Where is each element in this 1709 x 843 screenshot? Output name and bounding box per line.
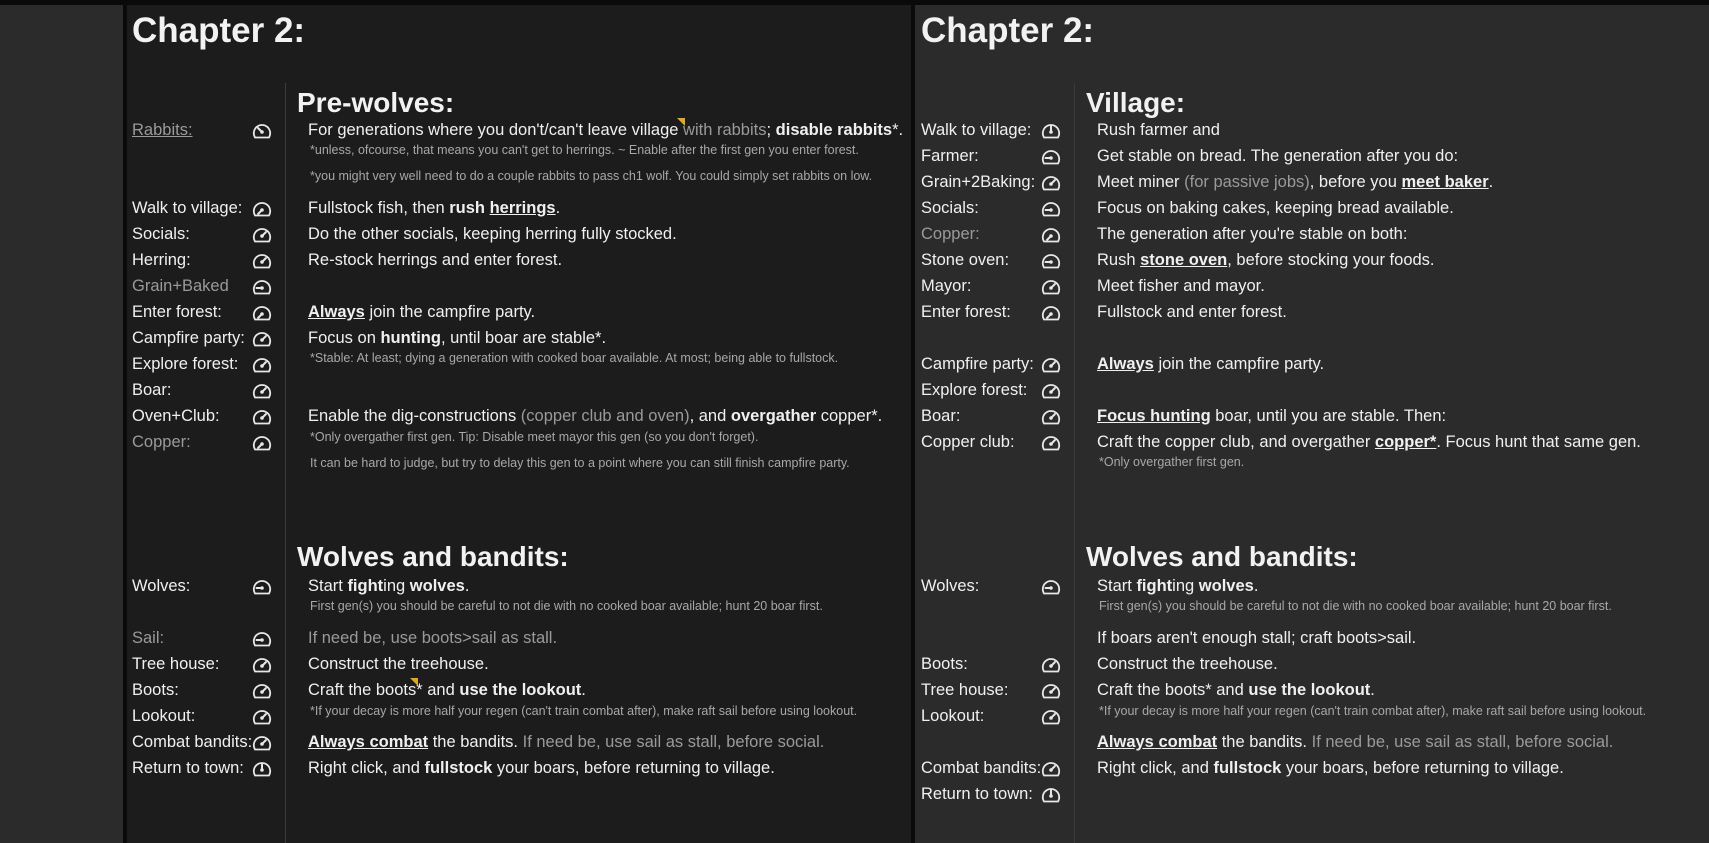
step-label: Enter forest: xyxy=(132,303,222,321)
speed-gauge-icon xyxy=(252,760,272,778)
instruction-segment: . xyxy=(555,199,561,217)
step-label: Lookout: xyxy=(921,707,985,725)
instruction-segment: join the campfire party. xyxy=(1153,355,1325,373)
instruction-segment: Craft the boots* and xyxy=(1097,681,1249,699)
instruction-segment: , before stocking your foods. xyxy=(1227,251,1435,269)
step-instruction xyxy=(308,407,882,426)
speed-gauge-icon xyxy=(1041,304,1061,322)
instruction-segment: , and xyxy=(689,407,731,425)
speed-gauge-icon xyxy=(252,708,272,726)
step-label: Socials: xyxy=(132,225,190,243)
instruction-segment: Focus on xyxy=(308,329,381,347)
speed-gauge-icon xyxy=(252,434,272,452)
speed-gauge-icon xyxy=(252,278,272,296)
footnote: *Only overgather first gen. Tip: Disable meet mayor this gen (so you don't forget). xyxy=(310,430,759,444)
column-divider xyxy=(285,83,286,843)
instruction-segment: For generations where you don't/can't leave village xyxy=(308,121,684,139)
instruction-segment: ing xyxy=(383,577,410,595)
instruction-segment: fullstock xyxy=(1213,759,1282,777)
instruction-segment: fullstock xyxy=(424,759,493,777)
instruction-segment: fight xyxy=(1136,577,1173,595)
instruction-segment: Always combat xyxy=(308,733,429,751)
section-heading: Village: xyxy=(1086,87,1186,118)
step-label: Boots: xyxy=(132,681,179,699)
step-instruction xyxy=(1097,199,1454,218)
instruction-segment: Re-stock herrings and enter forest. xyxy=(308,251,563,269)
instruction-segment: fight xyxy=(347,577,384,595)
instruction-segment: * xyxy=(416,681,423,699)
step-label: Enter forest: xyxy=(921,303,1011,321)
instruction-segment: Right click, and xyxy=(308,759,425,777)
speed-gauge-icon xyxy=(1041,656,1061,674)
speed-gauge-icon xyxy=(1041,252,1061,270)
instruction-segment: Focus hunting xyxy=(1097,407,1211,425)
step-instruction xyxy=(308,759,775,778)
step-label: Boar: xyxy=(921,407,961,425)
instruction-segment: Focus on baking cakes, keeping bread available. xyxy=(1097,199,1454,217)
step-instruction xyxy=(1097,407,1446,426)
step-instruction xyxy=(1097,629,1416,648)
instruction-segment: overgather xyxy=(730,407,817,425)
footnote: *Only overgather first gen. xyxy=(1099,455,1245,469)
footnote: It can be hard to judge, but try to delay this gen to a point where you can still finish campfire party. xyxy=(310,456,850,470)
guide-panel-left xyxy=(127,5,911,843)
speed-gauge-icon xyxy=(252,578,272,596)
section-heading: Wolves and bandits: xyxy=(297,541,569,572)
step-label: Copper: xyxy=(132,433,191,451)
step-instruction xyxy=(308,655,489,674)
instruction-segment: Construct the treehouse. xyxy=(1097,655,1278,673)
speed-gauge-icon xyxy=(252,682,272,700)
speed-gauge-icon xyxy=(252,304,272,322)
step-instruction xyxy=(1097,147,1458,166)
step-instruction xyxy=(1097,355,1324,374)
instruction-segment: If need be, use sail as stall, before social. xyxy=(1311,733,1614,751)
instruction-segment: your boars, before returning to village. xyxy=(1281,759,1564,777)
step-label: Wolves: xyxy=(132,577,191,595)
step-instruction xyxy=(308,629,557,648)
instruction-segment: copper*. xyxy=(816,407,883,425)
column-border-middle xyxy=(911,5,915,843)
instruction-segment: Meet miner xyxy=(1097,173,1185,191)
instruction-segment: . Focus hunt that same gen. xyxy=(1436,433,1641,451)
instruction-segment: the bandits. xyxy=(1217,733,1312,751)
guide-panel-right xyxy=(916,5,1709,843)
step-instruction xyxy=(308,733,824,752)
instruction-segment: . xyxy=(464,577,470,595)
chapter-title: Chapter 2: xyxy=(132,11,306,50)
instruction-segment: boar, until you are stable. Then: xyxy=(1210,407,1447,425)
step-label: Grain+Baked xyxy=(132,277,229,295)
step-label: Campfire party: xyxy=(921,355,1034,373)
step-label: Wolves: xyxy=(921,577,980,595)
speed-gauge-icon xyxy=(1041,786,1061,804)
speed-gauge-icon xyxy=(1041,200,1061,218)
instruction-segment: with rabbits xyxy=(683,121,767,139)
instruction-segment: (for passive jobs) xyxy=(1184,173,1310,191)
step-instruction xyxy=(1097,655,1278,674)
step-label: Combat bandits: xyxy=(921,759,1042,777)
instruction-segment: Meet fisher and mayor. xyxy=(1097,277,1265,295)
footnote: *If your decay is more half your regen (can't train combat after), make raft sail before using lookout. xyxy=(310,704,858,718)
instruction-segment: join the campfire party. xyxy=(364,303,536,321)
step-label: Return to town: xyxy=(132,759,244,777)
speed-gauge-icon xyxy=(252,252,272,270)
step-label: Copper club: xyxy=(921,433,1015,451)
speed-gauge-icon xyxy=(1041,174,1061,192)
step-instruction xyxy=(308,329,606,348)
step-label: Mayor: xyxy=(921,277,972,295)
instruction-segment: The generation after you're stable on both: xyxy=(1097,225,1408,243)
instruction-segment: . xyxy=(1488,173,1494,191)
left-gutter xyxy=(0,5,123,843)
instruction-segment: stone oven xyxy=(1140,251,1228,269)
footnote: *unless, ofcourse, that means you can't get to herrings. ~ Enable after the first gen you enter forest. xyxy=(310,143,859,157)
instruction-segment: . xyxy=(581,681,586,699)
instruction-segment: wolves xyxy=(409,577,465,595)
step-label: Farmer: xyxy=(921,147,979,165)
step-instruction xyxy=(308,251,562,270)
speed-gauge-icon xyxy=(252,408,272,426)
speed-gauge-icon xyxy=(1041,148,1061,166)
instruction-segment: , before you xyxy=(1309,173,1402,191)
step-label: Sail: xyxy=(132,629,165,647)
step-label: Walk to village: xyxy=(921,121,1032,139)
step-instruction xyxy=(1097,759,1564,778)
column-divider xyxy=(1074,83,1075,843)
speed-gauge-icon xyxy=(252,122,272,140)
instruction-segment: the bandits. xyxy=(428,733,523,751)
instruction-segment: use the lookout xyxy=(1248,681,1371,699)
footnote: *If your decay is more half your regen (can't train combat after), make raft sail before using lookout. xyxy=(1099,704,1647,718)
step-instruction xyxy=(1097,173,1493,192)
speed-gauge-icon xyxy=(252,734,272,752)
instruction-segment: rush xyxy=(449,199,490,217)
instruction-segment: Craft the copper club, and overgather xyxy=(1097,433,1375,451)
speed-gauge-icon xyxy=(1041,682,1061,700)
speed-gauge-icon xyxy=(1041,408,1061,426)
chapter-title: Chapter 2: xyxy=(921,11,1095,50)
step-label: Return to town: xyxy=(921,785,1033,803)
speed-gauge-icon xyxy=(1041,708,1061,726)
instruction-segment: . xyxy=(1253,577,1259,595)
step-label: Boots: xyxy=(921,655,968,673)
instruction-segment: copper* xyxy=(1374,433,1437,451)
step-label: Boar: xyxy=(132,381,172,399)
instruction-segment: disable rabbits xyxy=(775,121,893,139)
instruction-segment: herrings xyxy=(489,199,556,217)
step-label: Explore forest: xyxy=(132,355,239,373)
instruction-segment: (copper club and oven) xyxy=(520,407,690,425)
instruction-segment: Rush farmer and xyxy=(1097,121,1220,139)
step-label: Oven+Club: xyxy=(132,407,220,425)
speed-gauge-icon xyxy=(1041,382,1061,400)
step-label: Socials: xyxy=(921,199,979,217)
instruction-segment: Start xyxy=(1097,577,1137,595)
instruction-segment: Rush xyxy=(1097,251,1141,269)
instruction-segment: and xyxy=(422,681,460,699)
speed-gauge-icon xyxy=(252,330,272,348)
instruction-segment: ing xyxy=(1172,577,1199,595)
speed-gauge-icon xyxy=(1041,578,1061,596)
instruction-segment: , until boar are stable*. xyxy=(440,329,607,347)
step-instruction xyxy=(308,681,586,700)
instruction-segment: wolves xyxy=(1198,577,1254,595)
instruction-segment: Right click, and xyxy=(1097,759,1214,777)
footnote: *you might very well need to do a couple rabbits to pass ch1 wolf. You could simply set rabbits on low. xyxy=(310,169,873,183)
step-label: Stone oven: xyxy=(921,251,1010,269)
instruction-segment: Craft the boots xyxy=(308,681,417,699)
instruction-segment: Start xyxy=(308,577,348,595)
instruction-segment: If need be, use boots>sail as stall. xyxy=(308,629,558,647)
instruction-segment: If need be, use sail as stall, before social. xyxy=(522,733,825,751)
instruction-segment: Do the other socials, keeping herring fully stocked. xyxy=(308,225,677,243)
step-instruction xyxy=(308,225,677,244)
step-instruction xyxy=(1097,121,1220,140)
instruction-segment: Always xyxy=(1097,355,1154,373)
speed-gauge-icon xyxy=(252,656,272,674)
instruction-segment: use the lookout xyxy=(459,681,582,699)
step-instruction xyxy=(308,577,469,596)
step-instruction xyxy=(1097,577,1258,596)
footnote: First gen(s) you should be careful to not die with no cooked boar available; hunt 20 boar first. xyxy=(310,599,823,613)
step-label: Campfire party: xyxy=(132,329,245,347)
instruction-segment: meet baker xyxy=(1401,173,1489,191)
speed-gauge-icon xyxy=(252,226,272,244)
instruction-segment: Construct the treehouse. xyxy=(308,655,489,673)
step-label: Copper: xyxy=(921,225,980,243)
instruction-segment: Get stable on bread. The generation after you do: xyxy=(1097,147,1459,165)
step-instruction xyxy=(1097,433,1641,452)
instruction-segment: ; xyxy=(766,121,776,139)
speed-gauge-icon xyxy=(1041,356,1061,374)
step-instruction xyxy=(308,199,560,218)
instruction-segment: hunting xyxy=(380,329,441,347)
step-instruction xyxy=(1097,733,1613,752)
step-instruction xyxy=(1097,251,1435,270)
speed-gauge-icon xyxy=(1041,226,1061,244)
instruction-segment: *. xyxy=(892,121,904,139)
step-label: Lookout: xyxy=(132,707,196,725)
speed-gauge-icon xyxy=(1041,122,1061,140)
step-instruction xyxy=(1097,681,1375,700)
instruction-segment: Fullstock and enter forest. xyxy=(1097,303,1287,321)
section-heading: Pre-wolves: xyxy=(297,87,455,118)
instruction-segment: Always xyxy=(308,303,365,321)
instruction-segment: . xyxy=(1370,681,1375,699)
step-label: Combat bandits: xyxy=(132,733,253,751)
instruction-segment: Always combat xyxy=(1097,733,1218,751)
instruction-segment: your boars, before returning to village. xyxy=(492,759,775,777)
speed-gauge-icon xyxy=(252,200,272,218)
footnote: *Stable: At least; dying a generation with cooked boar available. At most; being able to fullstock. xyxy=(310,351,839,365)
speed-gauge-icon xyxy=(1041,760,1061,778)
step-label[interactable]: Rabbits: xyxy=(132,121,193,139)
section-heading: Wolves and bandits: xyxy=(1086,541,1358,572)
step-label: Tree house: xyxy=(921,681,1009,699)
speed-gauge-icon xyxy=(1041,278,1061,296)
step-label: Explore forest: xyxy=(921,381,1028,399)
step-instruction xyxy=(308,303,535,322)
step-label: Grain+2Baking: xyxy=(921,173,1036,191)
step-instruction xyxy=(1097,277,1265,296)
step-instruction xyxy=(1097,225,1407,244)
step-label: Walk to village: xyxy=(132,199,243,217)
instruction-segment: If boars aren't enough stall; craft boots>sail. xyxy=(1097,629,1417,647)
step-label: Herring: xyxy=(132,251,191,269)
speed-gauge-icon xyxy=(252,382,272,400)
speed-gauge-icon xyxy=(1041,434,1061,452)
instruction-segment: Fullstock fish, then xyxy=(308,199,450,217)
speed-gauge-icon xyxy=(252,356,272,374)
speed-gauge-icon xyxy=(252,630,272,648)
step-label: Tree house: xyxy=(132,655,220,673)
instruction-segment: Enable the dig-constructions xyxy=(308,407,521,425)
footnote: First gen(s) you should be careful to not die with no cooked boar available; hunt 20 boar first. xyxy=(1099,599,1612,613)
step-instruction xyxy=(1097,303,1287,322)
step-instruction xyxy=(308,121,903,140)
